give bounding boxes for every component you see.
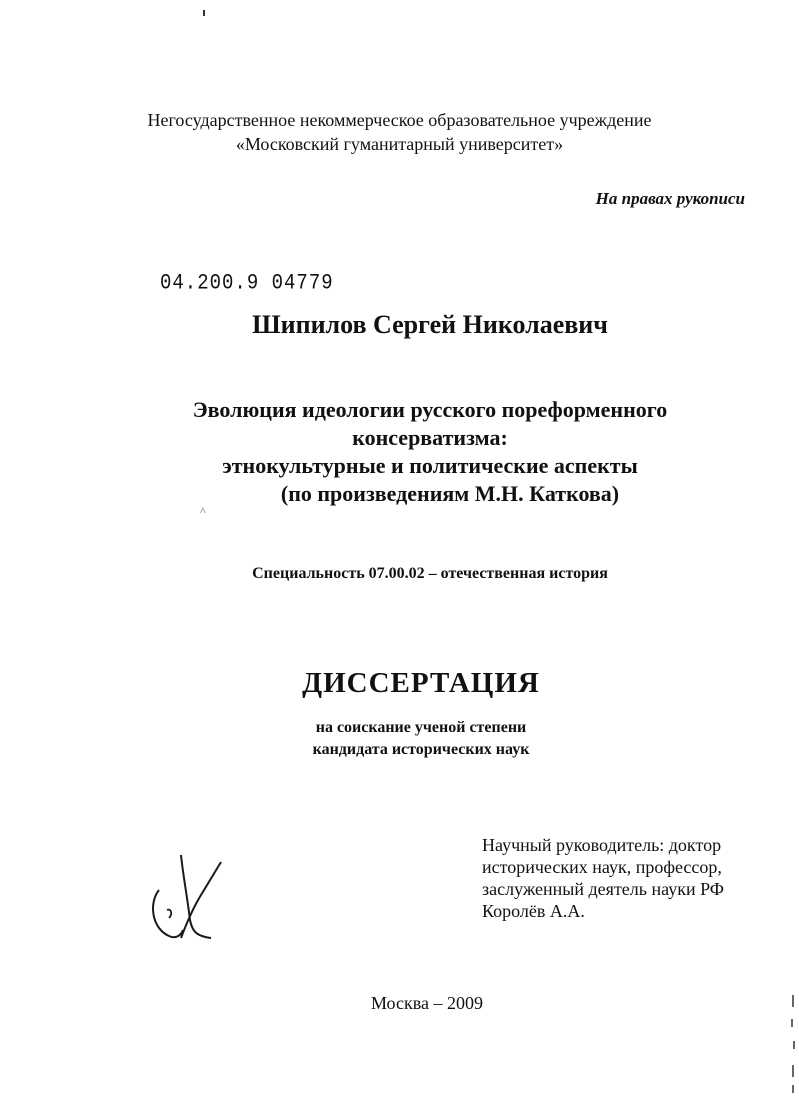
author-name: Шипилов Сергей Николаевич [252, 310, 608, 339]
scientific-advisor-block [482, 834, 724, 922]
institution-line-1: Негосударственное некоммерческое образовательное учреждение [147, 110, 652, 130]
advisor-line-3: заслуженный деятель науки РФ [482, 879, 724, 899]
institution-line-2: «Московский гуманитарный университет» [235, 134, 564, 154]
advisor-line-1: Научный руководитель: доктор [482, 835, 722, 855]
scan-artifact-dot [203, 10, 205, 16]
advisor-line-4: Королёв А.А. [482, 901, 585, 921]
scan-edge-artifacts [788, 995, 798, 1095]
institution-name [0, 108, 799, 156]
registration-stamp-number: 04.200.9 04779 [160, 270, 334, 296]
degree-line-2: кандидата исторических наук [312, 741, 530, 758]
title-line-3: этнокультурные и политические аспекты [222, 453, 638, 478]
rights-note: На правах рукописи [595, 189, 745, 208]
advisor-line-2: исторических наук, профессор, [482, 857, 722, 877]
handwritten-signature [145, 850, 235, 945]
title-line-2: консерватизма: [352, 425, 508, 450]
city-and-year: Москва – 2009 [371, 993, 483, 1013]
dissertation-title [0, 396, 799, 508]
document-type-heading: ДИССЕРТАЦИЯ [302, 667, 540, 699]
specialty-line: Специальность 07.00.02 – отечественная история [252, 565, 608, 582]
title-line-1: Эволюция идеологии русского пореформенного [192, 397, 668, 422]
degree-description [0, 717, 799, 761]
title-line-4: (по произведениям М.Н. Каткова) [280, 481, 620, 506]
scan-artifact-caret: ^ [200, 504, 206, 518]
degree-line-1: на соискание ученой степени [315, 719, 527, 736]
